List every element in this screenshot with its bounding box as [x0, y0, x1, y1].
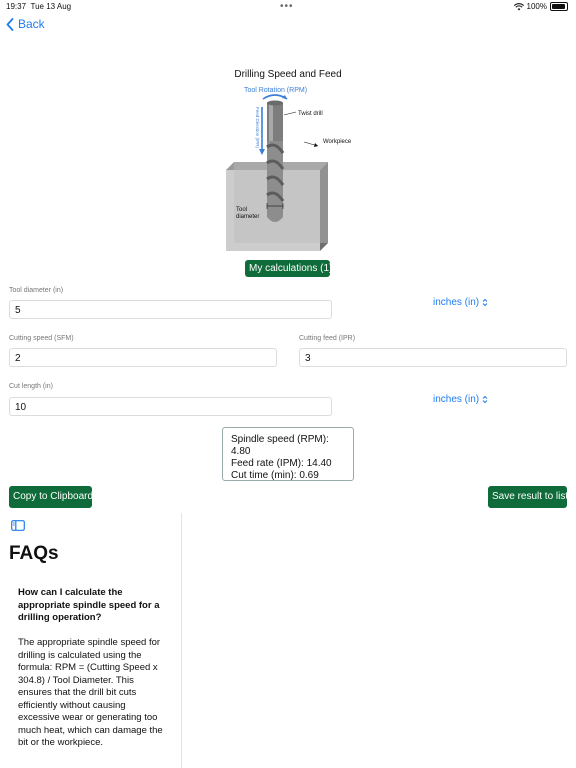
- diagram-title: Drilling Speed and Feed: [234, 69, 342, 80]
- results-box: [222, 427, 354, 481]
- cutting-feed-label: Cutting feed (IPR): [299, 335, 356, 342]
- feed-rate-result: Feed rate (IPM): 14.40: [231, 458, 332, 469]
- tool-diameter-unit-label: inches (in): [433, 297, 480, 308]
- drilling-diagram: [220, 85, 360, 255]
- tool-diameter-input[interactable]: 5: [9, 300, 332, 319]
- tool-diameter-label-line1: Tool: [236, 207, 248, 213]
- status-right: [514, 2, 568, 11]
- chevron-updown-icon: [482, 395, 488, 404]
- multitasking-dots-icon[interactable]: •••: [280, 1, 294, 12]
- faq-question: How can I calculate the appropriate spindle speed for a drilling operation?: [18, 587, 160, 623]
- twist-drill-label: Twist drill: [298, 111, 323, 117]
- workpiece-label: Workpiece: [323, 139, 352, 145]
- sidebar-toggle-icon[interactable]: [11, 520, 25, 531]
- spindle-speed-result: Spindle speed (RPM): 4.80: [231, 434, 329, 457]
- battery-icon: [550, 2, 568, 11]
- copy-to-clipboard-button[interactable]: Copy to Clipboard: [9, 486, 92, 508]
- cut-length-unit-label: inches (in): [433, 394, 480, 405]
- tool-diameter-label: Tool diameter (in): [9, 287, 64, 294]
- tool-rotation-label: Tool Rotation (RPM): [244, 87, 308, 94]
- tool-diameter-label-line2: diameter: [236, 214, 260, 220]
- my-calculations-button[interactable]: My calculations (1): [245, 260, 330, 277]
- cutting-feed-input[interactable]: 3: [299, 348, 567, 367]
- feed-direction-label: Feed Direction (IPR): [255, 107, 260, 149]
- status-time-date: 19:37 Tue 13 Aug: [6, 2, 72, 11]
- cutting-speed-input[interactable]: 2: [9, 348, 277, 367]
- status-bar: [0, 0, 576, 14]
- wifi-icon: [514, 3, 524, 11]
- cut-length-input[interactable]: 10: [9, 397, 332, 416]
- chevron-left-icon: [6, 18, 14, 31]
- cut-length-label: Cut length (in): [9, 383, 53, 390]
- faq-answer: The appropriate spindle speed for drilling is calculated using the formula: RPM = (Cutting Speed x 304.8) / Tool Diameter. This ensures that the drill bit cuts efficiently without causing excessive wear or generating too much heat, which can damage the bit or the workpiece.: [18, 637, 163, 748]
- cutting-speed-label: Cutting speed (SFM): [9, 335, 74, 342]
- faq-heading: FAQs: [9, 543, 59, 564]
- split-view-divider: [181, 513, 182, 768]
- back-button[interactable]: [6, 17, 45, 31]
- save-result-button[interactable]: Save result to list: [488, 486, 567, 508]
- battery-percent: 100%: [526, 2, 547, 11]
- chevron-updown-icon: [482, 298, 488, 307]
- back-label: Back: [18, 17, 45, 31]
- tool-diameter-unit-select[interactable]: [433, 297, 488, 308]
- cut-time-result: Cut time (min): 0.69: [231, 470, 319, 481]
- cut-length-unit-select[interactable]: [433, 394, 488, 405]
